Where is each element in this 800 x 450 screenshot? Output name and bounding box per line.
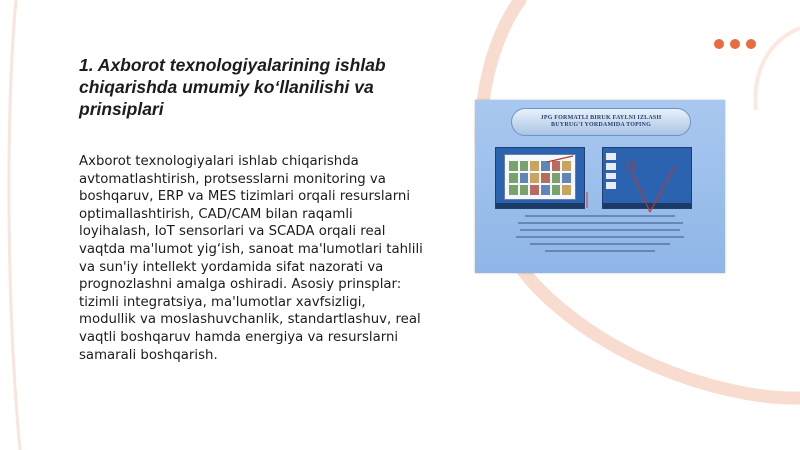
illustration-image [475, 100, 725, 273]
dot [730, 39, 740, 49]
banner-line-2: BUYRUG‘I YORDAMIDA TOPING [551, 122, 651, 128]
banner-line-1: JPG FORMATLI BIRUK FAYLNI IZLASH [540, 115, 662, 121]
dot [746, 39, 756, 49]
left-edge-arc [9, 0, 20, 450]
dot [714, 39, 724, 49]
top-right-arc [755, 28, 800, 110]
slide-title: 1. Axborot texnologiyalarining ishlab chiqarishda umumiy ko‘llanilishi va prinsiplari [79, 55, 386, 119]
three-dots-icon [714, 39, 756, 49]
illustration-caption-lines [515, 215, 685, 257]
slide-body-text: Axborot texnologiyalari ishlab chiqarishda avtomatlashtirish, protsesslarni monitoring va boshqaruv, ERP va MES tizimlari orqali resurslarni optimallashtirish, CAD/CAM bilan raqamli loyihalash, IoT sensorlari va SCADA orqali real vaqtda ma'lumot yig‘ish, sanoat ma'lumotlari tahlili va sun'iy intellekt yordamida sifat nazorati va prognozlashni amalga oshiradi. Asosiy prinsplar: tizimli integratsiya, ma'lumotlar xavfsizligi, modullik va moslashuvchanlik, standartlashuv, real vaqtli boshqaruv hamda energiya va resurslarni samarali boshqarish. [79, 154, 423, 363]
